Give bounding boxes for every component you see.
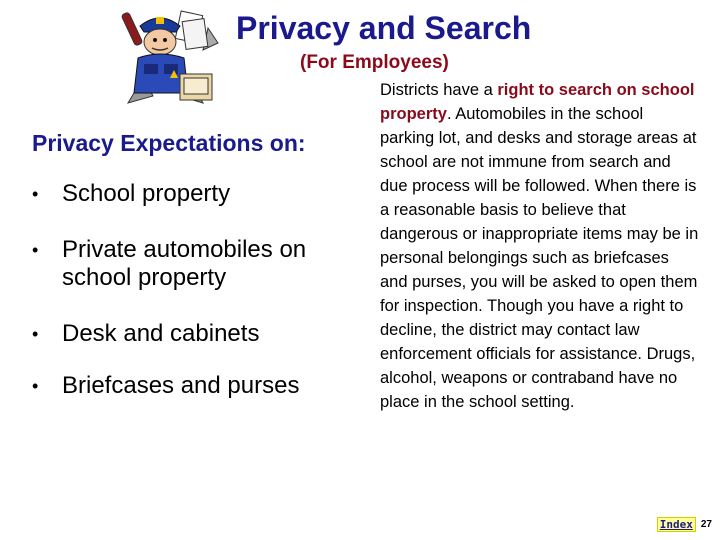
index-link[interactable]: Index <box>657 517 696 532</box>
slide-title: Privacy and Search <box>236 10 532 46</box>
privacy-expectations-heading: Privacy Expectations on: <box>32 130 306 156</box>
bullet-desk-cabinets: • Desk and cabinets <box>32 320 362 348</box>
search-policy-paragraph <box>380 78 700 414</box>
privacy-expectations-section <box>32 128 362 400</box>
para-body: . Automobiles in the school parking lot, and desks and storage areas at school are not immune from search and due process will be followed. When there is a reasonable basis to believe that dangerous or inappropriate items may be in personal belongings such as briefcases and purses, you will be asked to open them for inspection. Though you have a right to decline, the district may contact law enforcement officials for assistance. Drugs, alcohol, weapons or contraband have no place in the school setting. <box>380 105 699 411</box>
slide-footer <box>657 517 712 532</box>
bullet-private-automobiles: • Private automobiles on school property <box>32 236 362 292</box>
slide-subtitle: (For Employees) <box>300 52 449 73</box>
bullet-school-property: • School property <box>32 180 362 208</box>
page-number: 27 <box>700 519 712 530</box>
police-officer-clipart <box>108 8 228 113</box>
privacy-bullet-list <box>32 180 362 400</box>
bullet-briefcases-purses: • Briefcases and purses <box>32 372 362 400</box>
para-highlight: right to search on school property <box>380 81 695 123</box>
para-intro: Districts have a <box>380 81 498 99</box>
